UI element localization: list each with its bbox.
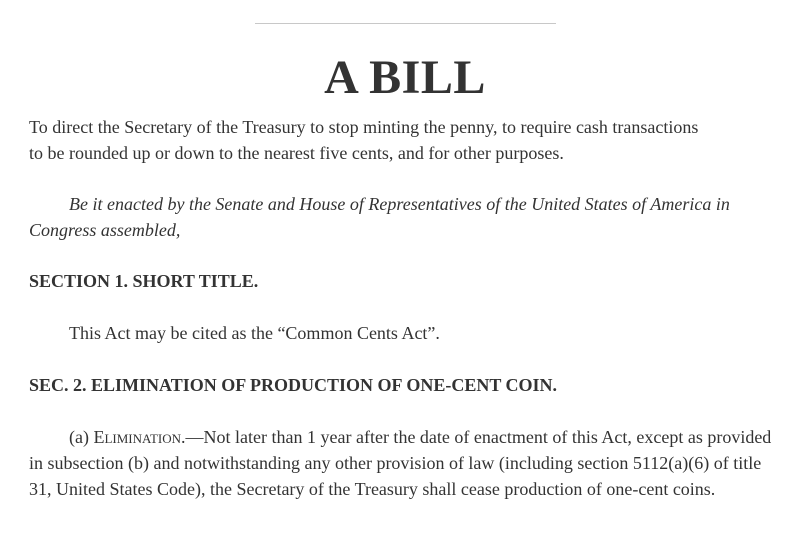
header-rule — [255, 23, 556, 24]
bill-purpose-line-1: To direct the Secretary of the Treasury to stop minting the penny, to require cash transactions — [29, 117, 699, 137]
subsection-text: —Not later than 1 year after the date of enactment of this Act, except as provided in subsection (b) and notwithstanding any other provision of law (including section 5112(a)(6) of title 31, United States Code), the Secretary of the Treasury shall cease production of one-cent coins. — [29, 427, 772, 499]
section-2-subsection-a — [29, 424, 781, 502]
bill-title: A BILL — [324, 51, 486, 104]
bill-purpose-line-2: to be rounded up or down to the nearest five cents, and for other purposes. — [29, 143, 564, 163]
section-1-text: This Act may be cited as the “Common Cents Act”. — [69, 323, 440, 343]
section-1-heading: SECTION 1. SHORT TITLE. — [29, 271, 259, 291]
bill-purpose — [29, 114, 781, 166]
subsection-label: (a) — [69, 427, 89, 447]
enacting-clause: Be it enacted by the Senate and House of Representatives of the United States of America in Congress assembled, — [29, 194, 730, 240]
section-2-heading: SEC. 2. ELIMINATION OF PRODUCTION OF ONE-CENT COIN. — [29, 375, 558, 395]
subsection-heading: Elimination. — [93, 427, 186, 447]
